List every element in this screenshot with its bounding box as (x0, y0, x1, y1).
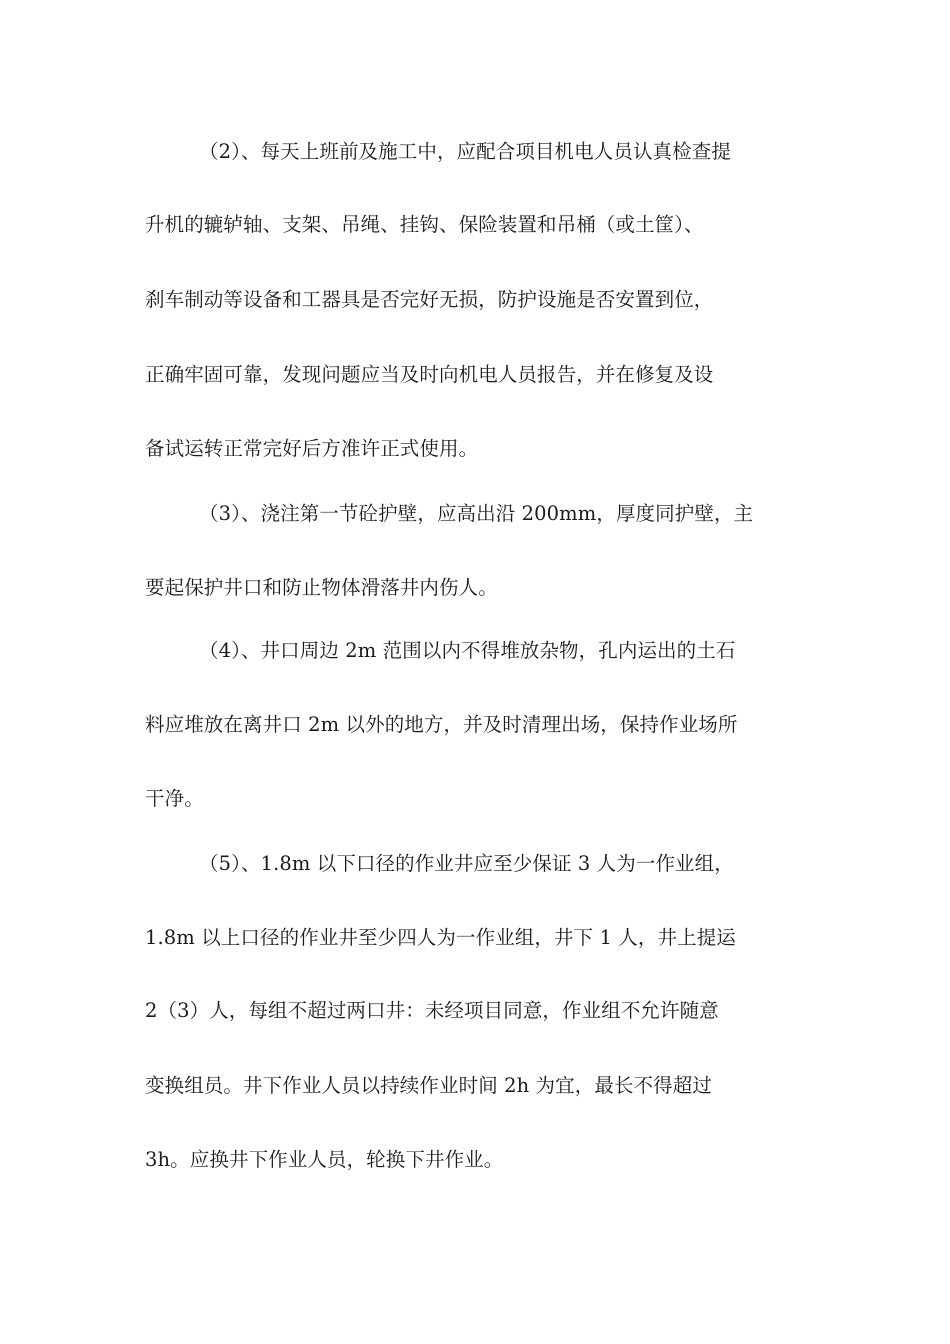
paragraph-line: （2）、每天上班前及施工中，应配合项目机电人员认真检查提 (199, 140, 731, 163)
paragraph-line: （4）、井口周边 2m 范围以内不得堆放杂物，孔内运出的土石 (199, 639, 736, 662)
paragraph-line: 升机的辘轳轴、支架、吊绳、挂钩、保险装置和吊桶（或土筐）、 (145, 213, 704, 236)
paragraph-line: 要起保护井口和防止物体滑落井内伤人。 (145, 576, 498, 599)
paragraph-line: 3h。应换井下作业人员，轮换下井作业。 (145, 1148, 504, 1171)
paragraph-line: 干净。 (145, 787, 204, 810)
paragraph-line: 变换组员。井下作业人员以持续作业时间 2h 为宜，最长不得超过 (145, 1074, 712, 1097)
paragraph-line: 料应堆放在离井口 2m 以外的地方，并及时清理出场，保持作业场所 (145, 713, 738, 736)
paragraph-line: 1.8m 以上口径的作业井至少四人为一作业组，井下 1 人，井上提运 (145, 926, 736, 949)
paragraph-line: 刹车制动等设备和工器具是否完好无损，防护设施是否安置到位， (145, 288, 714, 311)
paragraph-line: 2（3）人，每组不超过两口井：未经项目同意，作业组不允许随意 (145, 999, 719, 1022)
paragraph-line: （3）、浇注第一节砼护壁，应高出沿 200mm，厚度同护壁，主 (199, 502, 754, 525)
paragraph-line: （5）、1.8m 以下口径的作业井应至少保证 3 人为一作业组， (199, 852, 734, 875)
paragraph-line: 正确牢固可靠，发现问题应当及时向机电人员报告，并在修复及设 (145, 363, 714, 386)
paragraph-line: 备试运转正常完好后方准许正式使用。 (145, 437, 479, 460)
